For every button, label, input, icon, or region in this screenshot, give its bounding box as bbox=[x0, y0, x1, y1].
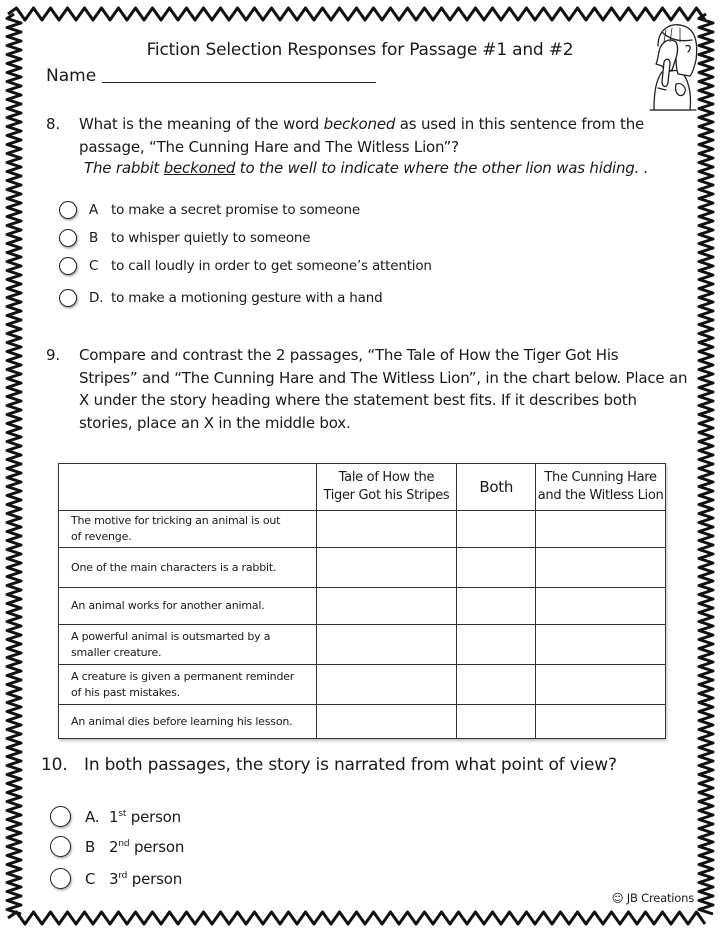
name-blank-line[interactable] bbox=[102, 82, 376, 83]
statement: A creature is given a permanent reminder of his past mistakes. bbox=[59, 665, 317, 705]
vocab-word: beckoned bbox=[323, 115, 396, 133]
name-field[interactable] bbox=[46, 66, 376, 86]
q8-option-c[interactable]: C to call loudly in order to get someone’s attention bbox=[59, 257, 432, 275]
both-answer-cell[interactable] bbox=[457, 665, 536, 705]
hare-answer-cell[interactable] bbox=[536, 588, 666, 625]
table-row bbox=[59, 705, 666, 739]
table-row bbox=[59, 625, 666, 665]
tiger-answer-cell[interactable] bbox=[316, 705, 457, 739]
tiger-answer-cell[interactable] bbox=[316, 665, 457, 705]
q8-option-b[interactable]: B to whisper quietly to someone bbox=[59, 229, 310, 247]
tiger-answer-cell[interactable] bbox=[316, 588, 457, 625]
page-title: Fiction Selection Responses for Passage #1 and #2 bbox=[146, 40, 574, 60]
statement: An animal works for another animal. bbox=[59, 588, 317, 625]
radio-button[interactable] bbox=[59, 289, 77, 307]
header-tiger-story: Tale of How the Tiger Got his Stripes bbox=[316, 464, 457, 511]
table-row bbox=[59, 665, 666, 705]
copyright-credit: ☺ JB Creations bbox=[611, 891, 694, 905]
statement: An animal dies before learning his lesson. bbox=[59, 705, 317, 739]
girl-thinking-illustration bbox=[636, 18, 708, 112]
radio-button[interactable] bbox=[59, 229, 77, 247]
both-answer-cell[interactable] bbox=[457, 588, 536, 625]
hare-answer-cell[interactable] bbox=[536, 511, 666, 548]
hare-answer-cell[interactable] bbox=[536, 548, 666, 588]
table-row bbox=[59, 511, 666, 548]
q10-option-b[interactable]: B 2nd person bbox=[50, 836, 184, 857]
question-text: What is the meaning of the word beckoned as used in this sentence from the passage, “The Cunning Hare and The Witless Lion”? bbox=[79, 115, 645, 156]
question-text: Compare and contrast the 2 passages, “The Tale of How the Tiger Got His Stripes” and “The Cunning Hare and The Witless Lion”, in the chart below. Place an X under the story heading where the statement best fits. If it describes both stories, place an X in the middle box. bbox=[79, 346, 688, 432]
statement: One of the main characters is a rabbit. bbox=[59, 548, 317, 588]
statement: A powerful animal is outsmarted by a smaller creature. bbox=[59, 625, 317, 665]
both-answer-cell[interactable] bbox=[457, 511, 536, 548]
header-hare-story: The Cunning Hare and the Witless Lion bbox=[536, 464, 666, 511]
table-row bbox=[59, 588, 666, 625]
compare-contrast-chart bbox=[58, 463, 666, 739]
tiger-answer-cell[interactable] bbox=[316, 511, 457, 548]
question-number: 10. bbox=[41, 755, 68, 775]
statement: The motive for tricking an animal is out of revenge. bbox=[59, 511, 317, 548]
radio-button[interactable] bbox=[50, 806, 71, 827]
q10-option-c[interactable]: C 3rd person bbox=[50, 868, 182, 889]
name-label: Name bbox=[46, 66, 97, 86]
question-text: In both passages, the story is narrated from what point of view? bbox=[84, 755, 617, 775]
both-answer-cell[interactable] bbox=[457, 625, 536, 665]
question-number: 9. bbox=[46, 346, 60, 364]
both-answer-cell[interactable] bbox=[457, 548, 536, 588]
hare-answer-cell[interactable] bbox=[536, 625, 666, 665]
tiger-answer-cell[interactable] bbox=[316, 625, 457, 665]
q8-option-a[interactable]: A to make a secret promise to someone bbox=[59, 201, 360, 219]
radio-button[interactable] bbox=[59, 201, 77, 219]
radio-button[interactable] bbox=[59, 257, 77, 275]
tiger-answer-cell[interactable] bbox=[316, 548, 457, 588]
radio-button[interactable] bbox=[50, 836, 71, 857]
both-answer-cell[interactable] bbox=[457, 705, 536, 739]
table-row bbox=[59, 548, 666, 588]
radio-button[interactable] bbox=[50, 868, 71, 889]
q10-option-a[interactable]: A. 1st person bbox=[50, 806, 181, 827]
header-blank bbox=[59, 464, 317, 511]
quoted-sentence: The rabbit beckoned to the well to indicate where the other lion was hiding. . bbox=[84, 159, 649, 177]
question-number: 8. bbox=[46, 115, 60, 133]
hare-answer-cell[interactable] bbox=[536, 665, 666, 705]
chart-header-row bbox=[59, 464, 666, 511]
q8-option-d[interactable]: D. to make a motioning gesture with a hand bbox=[59, 289, 382, 307]
header-both: Both bbox=[457, 464, 536, 511]
hare-answer-cell[interactable] bbox=[536, 705, 666, 739]
